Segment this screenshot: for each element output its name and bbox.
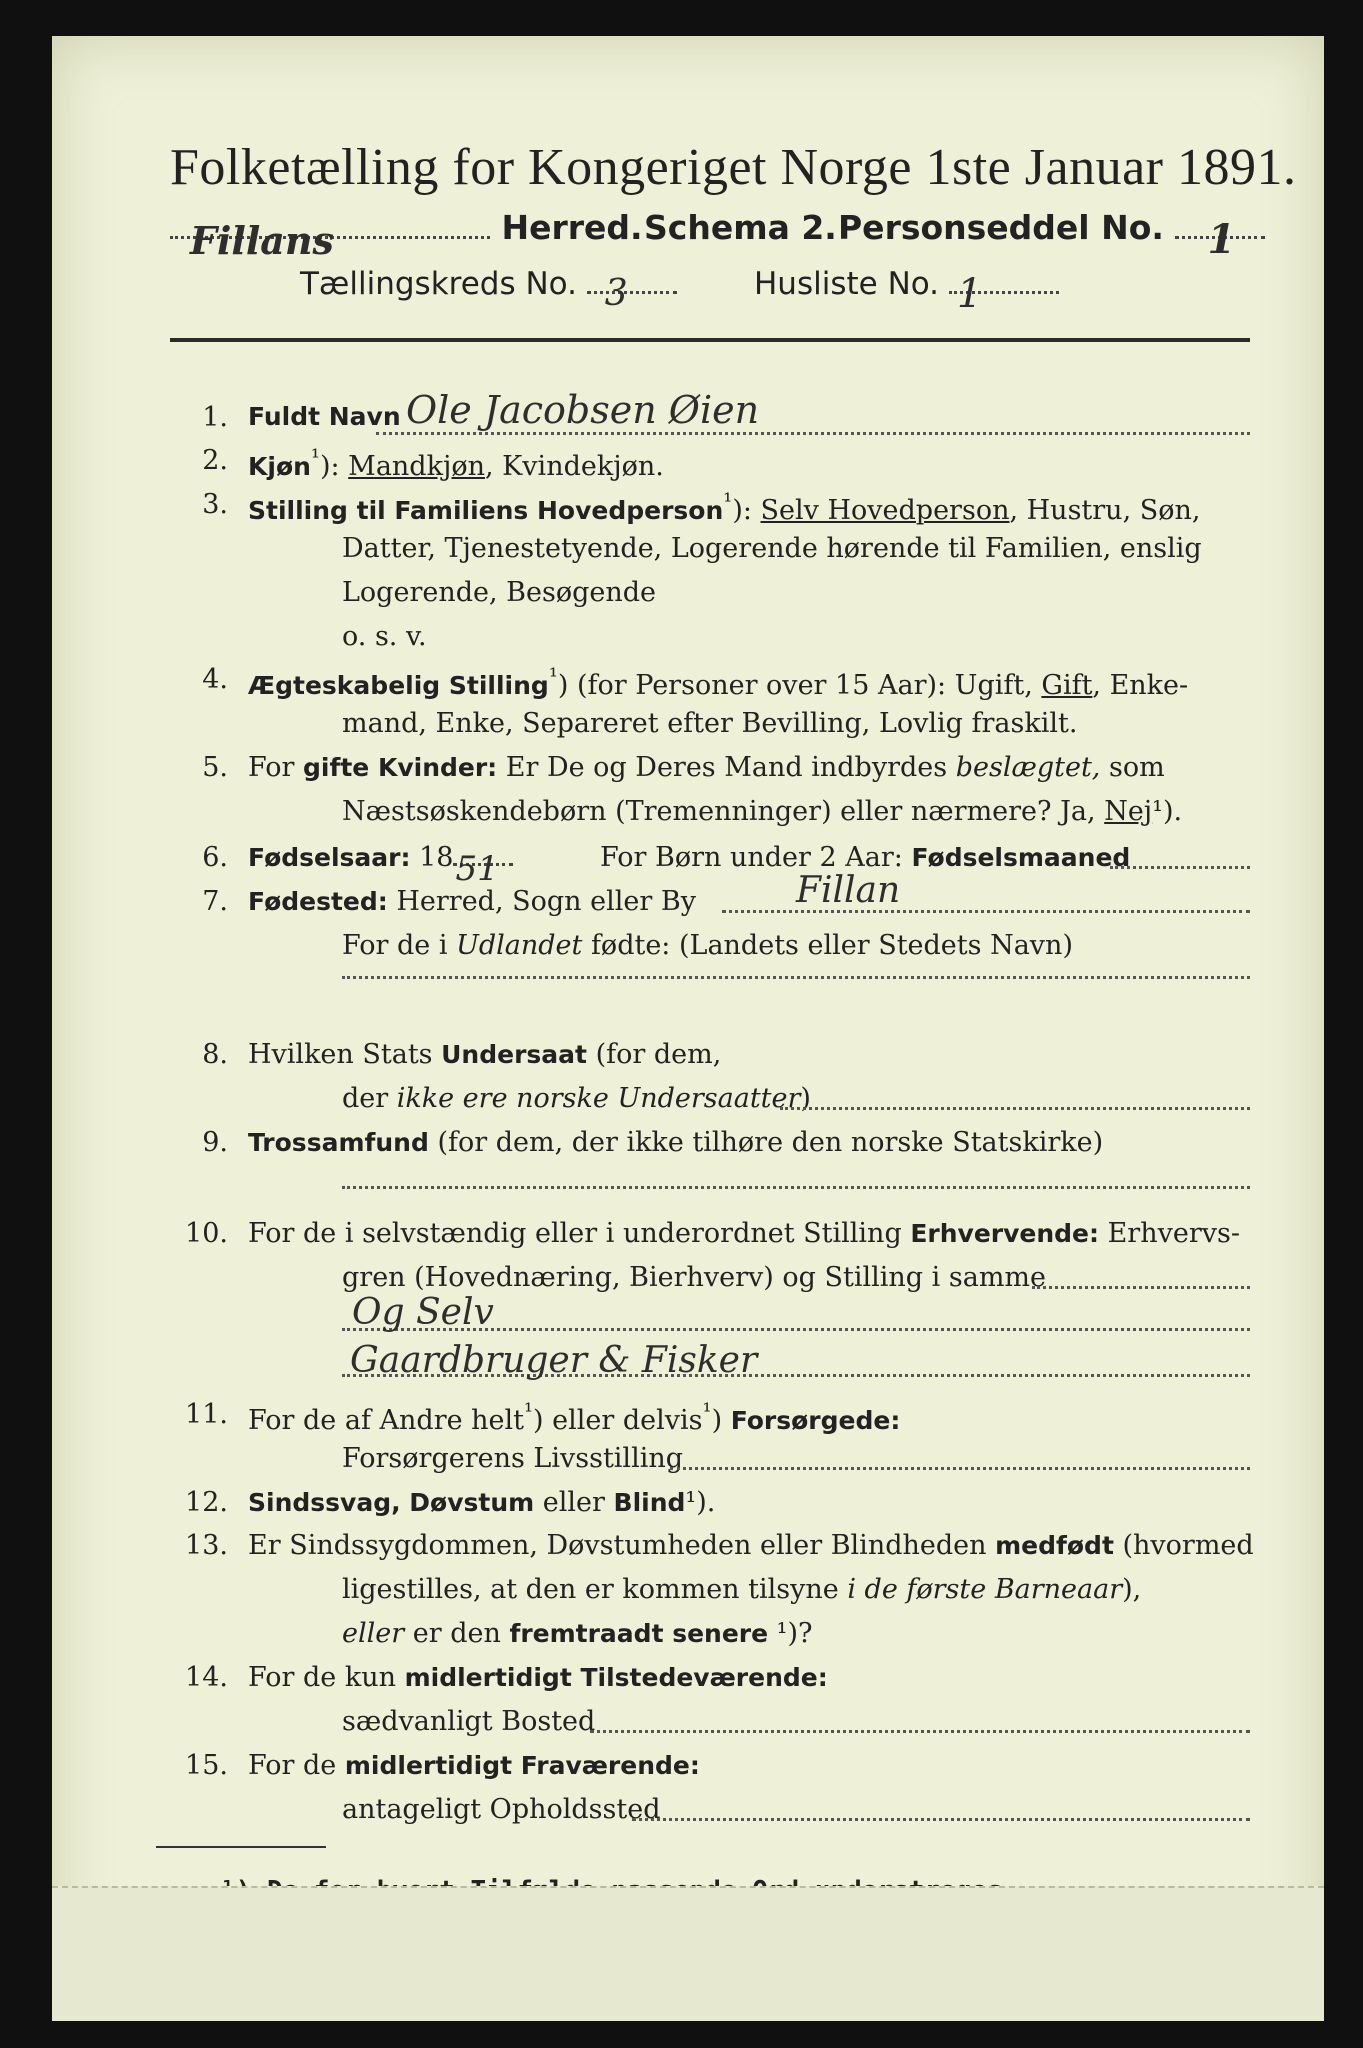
- q3-selv-hovedperson: Selv Hovedperson: [760, 495, 1010, 526]
- personseddel-label: Personseddel No.: [838, 208, 1164, 247]
- q7-udlandet: Udlandet: [456, 930, 583, 961]
- q4-number: 4.: [202, 664, 228, 695]
- q6-fill-line: [1110, 866, 1250, 869]
- q13-label: medfødt: [995, 1531, 1114, 1560]
- taellingskreds-field: [587, 273, 677, 314]
- q8-fill-line: [780, 1107, 1250, 1110]
- q12-number: 12.: [185, 1487, 228, 1518]
- q5-line2-text: [342, 796, 1182, 827]
- q3-rest-b: , Hustru, Søn,: [1009, 495, 1201, 526]
- q12-mid: eller: [534, 1487, 614, 1518]
- q6-label: Fødselsaar:: [248, 843, 411, 872]
- q14-line2-text: sædvanligt Bosted: [342, 1706, 596, 1737]
- personseddel-line: [838, 208, 1265, 263]
- q1-number: 1.: [202, 402, 228, 433]
- q2-number: 2.: [202, 445, 228, 476]
- q11-lead: For de af Andre helt: [248, 1405, 525, 1436]
- q14-label: midlertidigt Tilstedeværende:: [404, 1663, 828, 1692]
- q5-nei: Nej: [1104, 796, 1153, 827]
- q3-sup: ¹: [723, 489, 733, 515]
- personseddel-field: [1175, 216, 1265, 263]
- q2-rest-b: , Kvindekjøn.: [484, 451, 664, 482]
- q7-line2b: fødte: (Landets eller Stedets Navn): [582, 930, 1073, 961]
- schema-label: Schema 2.: [644, 208, 837, 247]
- q13-rest: (hvormed: [1113, 1530, 1254, 1561]
- header-rule: [170, 338, 1250, 342]
- q3-line2-text: Datter, Tjenestetyende, Logerende hørende til Familien, enslig: [342, 533, 1202, 564]
- q4-label: Ægteskabelig Stilling: [248, 671, 549, 700]
- q7-rest: Herred, Sogn eller By: [387, 886, 696, 917]
- q15-label: midlertidigt Fraværende:: [344, 1751, 700, 1780]
- q13-line2b: ),: [1122, 1574, 1142, 1605]
- q13-line2-text: [342, 1574, 1141, 1605]
- q3-line4-text: o. s. v.: [342, 621, 427, 652]
- q5-lead: For: [248, 752, 304, 783]
- q7-number: 7.: [202, 886, 228, 917]
- q4-text: [248, 664, 1188, 701]
- q7-line2a: For de i: [342, 930, 457, 961]
- q1-value: Ole Jacobsen Øien: [406, 388, 760, 432]
- q15-number: 15.: [185, 1750, 228, 1781]
- q5-beslaegtet: beslægtet,: [955, 752, 1101, 783]
- q2-label: Kjøn: [248, 452, 311, 481]
- q4-gift: Gift: [1041, 670, 1093, 701]
- q13-number: 13.: [185, 1530, 228, 1561]
- q10-value1: Og Selv: [352, 1292, 494, 1333]
- q13-text: [248, 1530, 1254, 1561]
- taellingskreds-value: 3: [604, 273, 628, 314]
- q5-rest-a: Er De og Deres Mand indbyrdes: [497, 752, 956, 783]
- q6-year-value: 51: [455, 849, 499, 889]
- q6-number: 6.: [202, 842, 228, 873]
- q1-fill-line: [376, 432, 1250, 435]
- q9-fill-line: [342, 1186, 1250, 1189]
- q3-label: Stilling til Familiens Hovedperson: [248, 496, 724, 525]
- q5-label: gifte Kvinder:: [303, 753, 498, 782]
- q5-number: 5.: [202, 752, 228, 783]
- q10-rest: Erhvervs-: [1099, 1218, 1240, 1249]
- herred-label: Herred.: [501, 208, 643, 247]
- q10-lead: For de i selvstændig eller i underordnet Stilling: [248, 1218, 911, 1249]
- q14-lead: For de kun: [248, 1662, 405, 1693]
- q6-mid: For Børn under 2 Aar:: [600, 842, 912, 873]
- q8-lead: Hvilken Stats: [248, 1039, 442, 1070]
- q13-line2a: ligestilles, at den er kommen tilsyne: [342, 1574, 848, 1605]
- q13-line3-text: [342, 1618, 813, 1649]
- q8-label: Undersaat: [441, 1040, 587, 1069]
- taellingskreds-line: [300, 266, 677, 314]
- q13-line3i: eller: [342, 1618, 405, 1649]
- q13-line2i: i de første Barneaar: [847, 1574, 1123, 1605]
- q12-label2: Blind: [613, 1488, 686, 1517]
- q2-mandkjon: Mandkjøn: [348, 451, 485, 482]
- q11-line2-text: Forsørgerens Livsstilling: [342, 1443, 684, 1474]
- q15-line2-text: antageligt Opholdssted: [342, 1794, 661, 1825]
- q14-number: 14.: [185, 1662, 228, 1693]
- q6-text: [248, 842, 513, 889]
- q10-text: [248, 1218, 1240, 1249]
- herred-value: Fillans: [190, 218, 334, 263]
- q13-line3a: er den: [404, 1618, 510, 1649]
- footnote-rule: [156, 1846, 326, 1848]
- q2-sup: ¹: [310, 445, 320, 471]
- husliste-line: [754, 266, 1059, 317]
- personseddel-value: 1: [1207, 216, 1236, 263]
- q4-line2-text: mand, Enke, Separeret efter Bevilling, Lovlig fraskilt.: [342, 708, 1078, 739]
- q6-year-prefix: 18: [410, 842, 454, 873]
- q1-label: Fuldt Navn: [248, 402, 401, 431]
- q7-line2-text: [342, 930, 1073, 961]
- q9-number: 9.: [202, 1127, 228, 1158]
- q7-label: Fødested:: [248, 887, 388, 916]
- q2-rest-a: ):: [319, 451, 349, 482]
- q8-number: 8.: [202, 1039, 228, 1070]
- q12-rest: ¹).: [685, 1487, 716, 1518]
- q8-line2-text: [342, 1083, 811, 1114]
- q14-text: [248, 1662, 828, 1693]
- q7-fill-line2: [342, 976, 1250, 979]
- q11-mid: ) eller delvis: [533, 1405, 703, 1436]
- q13-line3b: fremtraadt senere: [509, 1619, 769, 1648]
- q5-line2a: Næstsøskendebørn (Tremenninger) eller nærmere? Ja,: [342, 796, 1105, 827]
- herred-field: [170, 218, 490, 263]
- q8-line2b: ): [800, 1083, 811, 1114]
- herred-line: [170, 208, 643, 263]
- q13-line3c: ¹)?: [768, 1618, 813, 1649]
- q15-lead: For de: [248, 1750, 345, 1781]
- q12-label: Sindssvag, Døvstum: [248, 1488, 535, 1517]
- q6-label2: Fødselsmaaned: [911, 843, 1131, 872]
- q4-rest-b: , Enke-: [1092, 670, 1189, 701]
- q15-text: [248, 1750, 700, 1781]
- q11-sup2: ¹: [702, 1399, 712, 1425]
- q9-text: [248, 1127, 1103, 1158]
- form-title: Folketælling for Kongeriget Norge 1ste Januar 1891.: [170, 139, 1297, 196]
- q10-fill-line: [1032, 1286, 1250, 1289]
- q8-ikke: ikke ere norske Undersaatter: [396, 1083, 801, 1114]
- q11-text: [248, 1399, 900, 1436]
- q7-value: Fillan: [796, 870, 901, 911]
- q3-text: [248, 489, 1200, 526]
- q5-line2b: ¹).: [1152, 796, 1183, 827]
- q5-text: [248, 752, 1165, 783]
- q8-rest: (for dem,: [586, 1039, 722, 1070]
- q3-rest-a: ):: [732, 495, 761, 526]
- q11-label: Forsørgede:: [730, 1406, 901, 1435]
- q3-line3-text: Logerende, Besøgende: [342, 577, 656, 608]
- q7-text: [248, 886, 696, 917]
- q11-mid2: ): [711, 1405, 731, 1436]
- q9-label: Trossamfund: [248, 1128, 429, 1157]
- q12-text: [248, 1487, 715, 1518]
- q2-text: [248, 445, 664, 482]
- q10-number: 10.: [185, 1218, 228, 1249]
- q6-second: [600, 842, 1130, 873]
- q10-line2-text: gren (Hovednæring, Bierhverv) og Stilling i samme: [342, 1262, 1047, 1293]
- taellingskreds-label: Tællingskreds No.: [300, 266, 577, 302]
- census-form: [52, 36, 1324, 2021]
- q10-label: Erhvervende:: [910, 1219, 1100, 1248]
- q5-rest-b: som: [1100, 752, 1165, 783]
- q13-lead: Er Sindssygdommen, Døvstumheden eller Blindheden: [248, 1530, 996, 1561]
- paper-bottom-strip: [52, 1886, 1324, 2021]
- q14-fill-line: [590, 1730, 1250, 1733]
- husliste-label: Husliste No.: [754, 266, 940, 302]
- q11-sup1: ¹: [524, 1399, 534, 1425]
- q8-text: [248, 1039, 721, 1070]
- q10-value2: Gaardbruger & Fisker: [350, 1340, 758, 1381]
- q15-fill-line: [632, 1818, 1250, 1821]
- husliste-field: [949, 271, 1059, 317]
- q6-year-field: [453, 849, 513, 889]
- q3-number: 3.: [202, 489, 228, 520]
- husliste-value: 1: [956, 271, 983, 317]
- q8-line2a: der: [342, 1083, 397, 1114]
- q9-rest: (for dem, der ikke tilhøre den norske Statskirke): [428, 1127, 1104, 1158]
- q11-fill-line: [670, 1467, 1250, 1470]
- q4-rest-a: ) (for Personer over 15 Aar): Ugift,: [557, 670, 1042, 701]
- q11-number: 11.: [185, 1399, 228, 1430]
- q4-sup: ¹: [548, 664, 558, 690]
